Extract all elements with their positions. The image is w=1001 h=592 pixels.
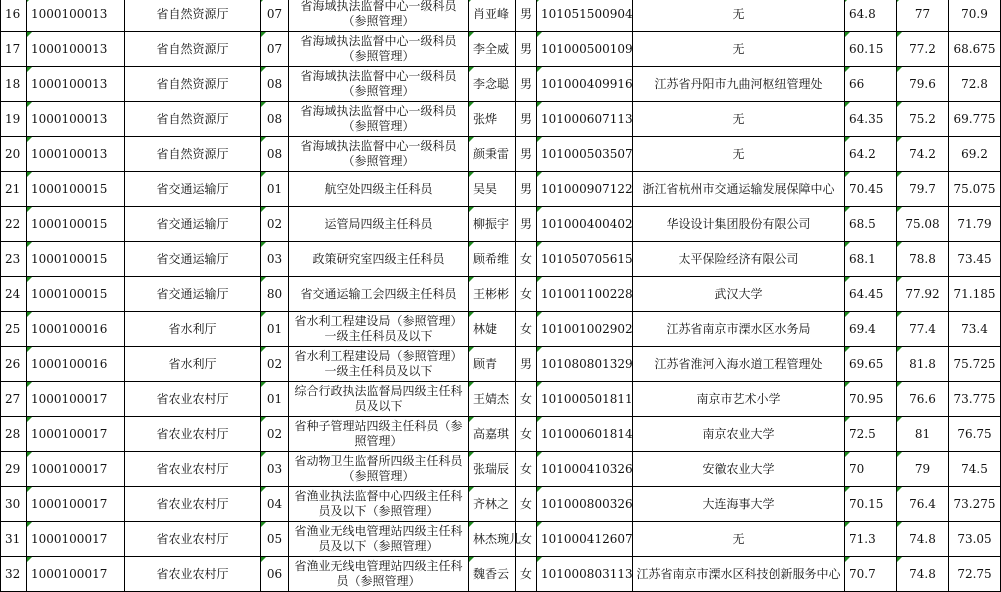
ticket-number-cell: 101000409916 xyxy=(537,67,633,102)
table-row xyxy=(1,0,1001,32)
gender-cell: 女 xyxy=(516,242,537,277)
row-number-cell: 19 xyxy=(1,102,27,137)
name-cell: 林杰琬儿 xyxy=(469,522,516,557)
position-cell: 省海域执法监督中心一级科员（参照管理） xyxy=(289,32,469,67)
department-cell: 省自然资源厅 xyxy=(125,102,261,137)
interview-score-cell: 79.7 xyxy=(897,172,949,207)
department-cell: 省交通运输厅 xyxy=(125,207,261,242)
work-unit-cell: 无 xyxy=(633,0,845,32)
work-unit-cell: 大连海事大学 xyxy=(633,487,845,522)
ticket-number-cell: 101000500109 xyxy=(537,32,633,67)
table-row xyxy=(1,277,1001,312)
ticket-number-cell: 101000607113 xyxy=(537,102,633,137)
table-row xyxy=(1,137,1001,172)
table-row xyxy=(1,347,1001,382)
gender-cell: 男 xyxy=(516,102,537,137)
interview-score-cell: 78.8 xyxy=(897,242,949,277)
table-row xyxy=(1,382,1001,417)
written-score-cell: 70.45 xyxy=(845,172,897,207)
table-row xyxy=(1,452,1001,487)
work-unit-cell: 安徽农业大学 xyxy=(633,452,845,487)
interview-score-cell: 74.8 xyxy=(897,522,949,557)
name-cell: 顾青 xyxy=(469,347,516,382)
position-cell: 省海域执法监督中心一级科员（参照管理） xyxy=(289,67,469,102)
position-code-cell: 04 xyxy=(261,487,289,522)
department-cell: 省农业农村厅 xyxy=(125,382,261,417)
written-score-cell: 64.2 xyxy=(845,137,897,172)
work-unit-cell: 太平保险经济有限公司 xyxy=(633,242,845,277)
position-code-cell: 01 xyxy=(261,382,289,417)
ticket-number-cell: 101000400402 xyxy=(537,207,633,242)
ticket-number-cell: 101001002902 xyxy=(537,312,633,347)
results-table-body xyxy=(1,0,1001,592)
gender-cell: 女 xyxy=(516,487,537,522)
row-number-cell: 31 xyxy=(1,522,27,557)
written-score-cell: 70.95 xyxy=(845,382,897,417)
position-code-cell: 02 xyxy=(261,417,289,452)
name-cell: 顾希维 xyxy=(469,242,516,277)
ticket-number-cell: 101000412607 xyxy=(537,522,633,557)
total-score-cell: 69.775 xyxy=(949,102,1001,137)
dept-code-cell: 1000100016 xyxy=(27,312,125,347)
work-unit-cell: 无 xyxy=(633,102,845,137)
position-cell: 省海域执法监督中心一级科员（参照管理） xyxy=(289,102,469,137)
written-score-cell: 69.4 xyxy=(845,312,897,347)
work-unit-cell: 江苏省丹阳市九曲河枢纽管理处 xyxy=(633,67,845,102)
position-code-cell: 05 xyxy=(261,522,289,557)
gender-cell: 男 xyxy=(516,67,537,102)
work-unit-cell: 武汉大学 xyxy=(633,277,845,312)
position-cell: 省海域执法监督中心一级科员（参照管理） xyxy=(289,0,469,32)
dept-code-cell: 1000100015 xyxy=(27,172,125,207)
work-unit-cell: 南京农业大学 xyxy=(633,417,845,452)
department-cell: 省自然资源厅 xyxy=(125,0,261,32)
row-number-cell: 32 xyxy=(1,557,27,592)
dept-code-cell: 1000100016 xyxy=(27,347,125,382)
total-score-cell: 72.8 xyxy=(949,67,1001,102)
written-score-cell: 69.65 xyxy=(845,347,897,382)
total-score-cell: 72.75 xyxy=(949,557,1001,592)
interview-score-cell: 81 xyxy=(897,417,949,452)
name-cell: 李全威 xyxy=(469,32,516,67)
table-row xyxy=(1,207,1001,242)
written-score-cell: 72.5 xyxy=(845,417,897,452)
work-unit-cell: 浙江省杭州市交通运输发展保障中心 xyxy=(633,172,845,207)
dept-code-cell: 1000100013 xyxy=(27,32,125,67)
name-cell: 王彬彬 xyxy=(469,277,516,312)
position-code-cell: 08 xyxy=(261,102,289,137)
gender-cell: 女 xyxy=(516,382,537,417)
work-unit-cell: 无 xyxy=(633,522,845,557)
department-cell: 省交通运输厅 xyxy=(125,242,261,277)
work-unit-cell: 华设设计集团股份有限公司 xyxy=(633,207,845,242)
name-cell: 林婕 xyxy=(469,312,516,347)
department-cell: 省自然资源厅 xyxy=(125,67,261,102)
name-cell: 王婧杰 xyxy=(469,382,516,417)
work-unit-cell: 江苏省南京市溧水区科技创新服务中心 xyxy=(633,557,845,592)
written-score-cell: 64.35 xyxy=(845,102,897,137)
interview-score-cell: 77 xyxy=(897,0,949,32)
dept-code-cell: 1000100017 xyxy=(27,452,125,487)
total-score-cell: 76.75 xyxy=(949,417,1001,452)
written-score-cell: 68.5 xyxy=(845,207,897,242)
position-cell: 综合行政执法监督局四级主任科员及以下 xyxy=(289,382,469,417)
row-number-cell: 23 xyxy=(1,242,27,277)
position-cell: 省动物卫生监督所四级主任科员（参照管理） xyxy=(289,452,469,487)
gender-cell: 女 xyxy=(516,557,537,592)
dept-code-cell: 1000100017 xyxy=(27,417,125,452)
department-cell: 省交通运输厅 xyxy=(125,277,261,312)
department-cell: 省自然资源厅 xyxy=(125,137,261,172)
interview-score-cell: 77.4 xyxy=(897,312,949,347)
dept-code-cell: 1000100013 xyxy=(27,137,125,172)
interview-score-cell: 75.08 xyxy=(897,207,949,242)
interview-score-cell: 75.2 xyxy=(897,102,949,137)
interview-score-cell: 77.92 xyxy=(897,277,949,312)
position-cell: 省种子管理站四级主任科员（参照管理） xyxy=(289,417,469,452)
gender-cell: 女 xyxy=(516,522,537,557)
dept-code-cell: 1000100017 xyxy=(27,522,125,557)
position-cell: 省海域执法监督中心一级科员（参照管理） xyxy=(289,137,469,172)
work-unit-cell: 南京市艺术小学 xyxy=(633,382,845,417)
interview-score-cell: 77.2 xyxy=(897,32,949,67)
written-score-cell: 64.45 xyxy=(845,277,897,312)
total-score-cell: 75.075 xyxy=(949,172,1001,207)
total-score-cell: 73.4 xyxy=(949,312,1001,347)
ticket-number-cell: 101001100228 xyxy=(537,277,633,312)
gender-cell: 女 xyxy=(516,277,537,312)
name-cell: 高嘉琪 xyxy=(469,417,516,452)
table-row xyxy=(1,417,1001,452)
row-number-cell: 26 xyxy=(1,347,27,382)
ticket-number-cell: 101080801329 xyxy=(537,347,633,382)
name-cell: 吴昊 xyxy=(469,172,516,207)
name-cell: 魏香云 xyxy=(469,557,516,592)
name-cell: 张烨 xyxy=(469,102,516,137)
table-row xyxy=(1,242,1001,277)
department-cell: 省农业农村厅 xyxy=(125,487,261,522)
gender-cell: 男 xyxy=(516,32,537,67)
interview-score-cell: 74.8 xyxy=(897,557,949,592)
written-score-cell: 68.1 xyxy=(845,242,897,277)
position-cell: 省渔业无线电管理站四级主任科员（参照管理） xyxy=(289,557,469,592)
position-code-cell: 07 xyxy=(261,0,289,32)
dept-code-cell: 1000100015 xyxy=(27,207,125,242)
total-score-cell: 75.725 xyxy=(949,347,1001,382)
work-unit-cell: 江苏省南京市溧水区水务局 xyxy=(633,312,845,347)
gender-cell: 女 xyxy=(516,417,537,452)
position-code-cell: 02 xyxy=(261,347,289,382)
ticket-number-cell: 101000501811 xyxy=(537,382,633,417)
row-number-cell: 27 xyxy=(1,382,27,417)
position-code-cell: 06 xyxy=(261,557,289,592)
name-cell: 柳振宇 xyxy=(469,207,516,242)
position-code-cell: 80 xyxy=(261,277,289,312)
dept-code-cell: 1000100013 xyxy=(27,0,125,32)
name-cell: 齐林之 xyxy=(469,487,516,522)
dept-code-cell: 1000100017 xyxy=(27,382,125,417)
written-score-cell: 70.7 xyxy=(845,557,897,592)
position-cell: 运管局四级主任科员 xyxy=(289,207,469,242)
position-cell: 省渔业执法监督中心四级主任科员及以下（参照管理） xyxy=(289,487,469,522)
gender-cell: 女 xyxy=(516,452,537,487)
name-cell: 李念聪 xyxy=(469,67,516,102)
work-unit-cell: 无 xyxy=(633,32,845,67)
position-cell: 省水利工程建设局（参照管理）一级主任科员及以下 xyxy=(289,347,469,382)
interview-score-cell: 76.6 xyxy=(897,382,949,417)
total-score-cell: 71.79 xyxy=(949,207,1001,242)
name-cell: 颜秉雷 xyxy=(469,137,516,172)
row-number-cell: 28 xyxy=(1,417,27,452)
table-row xyxy=(1,32,1001,67)
written-score-cell: 70.15 xyxy=(845,487,897,522)
table-row xyxy=(1,102,1001,137)
ticket-number-cell: 101000601814 xyxy=(537,417,633,452)
total-score-cell: 68.675 xyxy=(949,32,1001,67)
position-code-cell: 03 xyxy=(261,452,289,487)
total-score-cell: 70.9 xyxy=(949,0,1001,32)
department-cell: 省水利厅 xyxy=(125,312,261,347)
row-number-cell: 18 xyxy=(1,67,27,102)
position-code-cell: 07 xyxy=(261,32,289,67)
written-score-cell: 70 xyxy=(845,452,897,487)
interview-score-cell: 79.6 xyxy=(897,67,949,102)
position-cell: 省交通运输工会四级主任科员 xyxy=(289,277,469,312)
position-code-cell: 08 xyxy=(261,137,289,172)
row-number-cell: 24 xyxy=(1,277,27,312)
ticket-number-cell: 101000503507 xyxy=(537,137,633,172)
ticket-number-cell: 101000800326 xyxy=(537,487,633,522)
total-score-cell: 74.5 xyxy=(949,452,1001,487)
position-code-cell: 02 xyxy=(261,207,289,242)
total-score-cell: 73.05 xyxy=(949,522,1001,557)
department-cell: 省农业农村厅 xyxy=(125,522,261,557)
row-number-cell: 29 xyxy=(1,452,27,487)
gender-cell: 女 xyxy=(516,312,537,347)
work-unit-cell: 无 xyxy=(633,137,845,172)
written-score-cell: 71.3 xyxy=(845,522,897,557)
dept-code-cell: 1000100017 xyxy=(27,487,125,522)
row-number-cell: 22 xyxy=(1,207,27,242)
row-number-cell: 25 xyxy=(1,312,27,347)
table-row xyxy=(1,487,1001,522)
name-cell: 肖亚峰 xyxy=(469,0,516,32)
row-number-cell: 20 xyxy=(1,137,27,172)
department-cell: 省自然资源厅 xyxy=(125,32,261,67)
position-code-cell: 01 xyxy=(261,312,289,347)
gender-cell: 男 xyxy=(516,347,537,382)
ticket-number-cell: 101000410326 xyxy=(537,452,633,487)
table-row xyxy=(1,172,1001,207)
department-cell: 省农业农村厅 xyxy=(125,417,261,452)
interview-score-cell: 79 xyxy=(897,452,949,487)
table-row xyxy=(1,312,1001,347)
position-code-cell: 01 xyxy=(261,172,289,207)
dept-code-cell: 1000100015 xyxy=(27,242,125,277)
department-cell: 省交通运输厅 xyxy=(125,172,261,207)
department-cell: 省水利厅 xyxy=(125,347,261,382)
total-score-cell: 71.185 xyxy=(949,277,1001,312)
ticket-number-cell: 101051500904 xyxy=(537,0,633,32)
row-number-cell: 16 xyxy=(1,0,27,32)
gender-cell: 男 xyxy=(516,137,537,172)
table-row xyxy=(1,67,1001,102)
gender-cell: 男 xyxy=(516,0,537,32)
position-cell: 省水利工程建设局（参照管理）一级主任科员及以下 xyxy=(289,312,469,347)
position-cell: 政策研究室四级主任科员 xyxy=(289,242,469,277)
interview-score-cell: 74.2 xyxy=(897,137,949,172)
dept-code-cell: 1000100015 xyxy=(27,277,125,312)
position-code-cell: 08 xyxy=(261,67,289,102)
written-score-cell: 64.8 xyxy=(845,0,897,32)
ticket-number-cell: 101050705615 xyxy=(537,242,633,277)
position-code-cell: 03 xyxy=(261,242,289,277)
table-row xyxy=(1,522,1001,557)
name-cell: 张瑞辰 xyxy=(469,452,516,487)
dept-code-cell: 1000100017 xyxy=(27,557,125,592)
gender-cell: 男 xyxy=(516,207,537,242)
ticket-number-cell: 101000803113 xyxy=(537,557,633,592)
total-score-cell: 69.2 xyxy=(949,137,1001,172)
total-score-cell: 73.275 xyxy=(949,487,1001,522)
department-cell: 省农业农村厅 xyxy=(125,452,261,487)
total-score-cell: 73.45 xyxy=(949,242,1001,277)
total-score-cell: 73.775 xyxy=(949,382,1001,417)
row-number-cell: 30 xyxy=(1,487,27,522)
work-unit-cell: 江苏省淮河入海水道工程管理处 xyxy=(633,347,845,382)
table-row xyxy=(1,557,1001,592)
dept-code-cell: 1000100013 xyxy=(27,67,125,102)
ticket-number-cell: 101000907122 xyxy=(537,172,633,207)
row-number-cell: 17 xyxy=(1,32,27,67)
row-number-cell: 21 xyxy=(1,172,27,207)
position-cell: 省渔业无线电管理站四级主任科员及以下（参照管理） xyxy=(289,522,469,557)
written-score-cell: 60.15 xyxy=(845,32,897,67)
interview-score-cell: 81.8 xyxy=(897,347,949,382)
written-score-cell: 66 xyxy=(845,67,897,102)
interview-score-cell: 76.4 xyxy=(897,487,949,522)
dept-code-cell: 1000100013 xyxy=(27,102,125,137)
department-cell: 省农业农村厅 xyxy=(125,557,261,592)
position-cell: 航空处四级主任科员 xyxy=(289,172,469,207)
gender-cell: 男 xyxy=(516,172,537,207)
